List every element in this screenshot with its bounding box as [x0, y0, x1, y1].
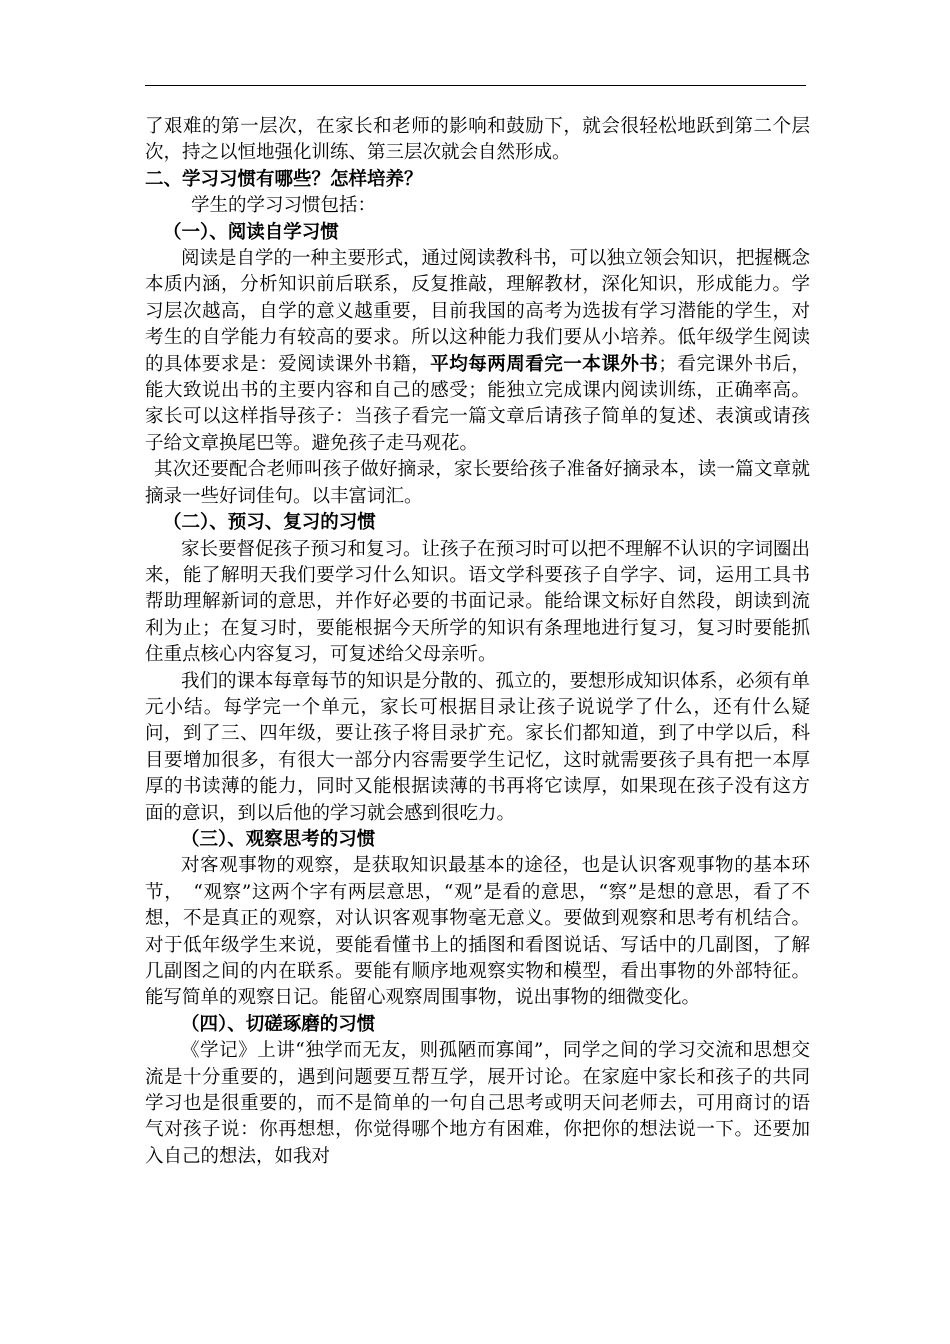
paragraph-preview-review: 家长要督促孩子预习和复习。让孩子在预习时可以把不理解不认识的字词圈出来，能了解明天我们要学习什么知识。语文学科要孩子自学字、词，运用工具书帮助理解新词的意思，并作好必要的书面记录。能给课文标好自然段，朗读到流利为止；在复习时，要能根据今天所学的知识有条理地进行复习，复习时要能抓住重点核心内容复习，可复述给父母亲听。	[145, 538, 811, 666]
subheading-observation: （三）、观察思考的习惯	[181, 828, 376, 850]
paragraph-discussion: 《学记》上讲“独学而无友，则孤陋而寡闻”，同学之间的学习交流和思想交流是十分重要的，遇到问题要互帮互学，展开讨论。在家庭中家长和孩子的共同学习也是很重要的，而不是简单的一句自己思考或明天问老师去，可用商讨的语气对孩子说：你再想想，你觉得哪个地方有困难，你把你的想法说一下。还要加入自己的想法，如我对	[145, 1040, 810, 1167]
paragraph-habits-intro: 学生的学习习惯包括：	[191, 195, 377, 217]
paragraph-excerpts: 其次还要配合老师叫孩子做好摘录，家长要给孩子准备好摘录本，读一篇文章就摘录一些好词佳句。以丰富词汇。	[145, 459, 810, 507]
paragraph-observation: 对客观事物的观察，是获取知识最基本的途径，也是认识客观事物的基本环节， “观察”这两个字有两层意思，“观”是看的意思，“察”是想的意思，看了不想，不是真正的观察，对认识客观事物毫无意义。要做到观察和思考有机结合。对于低年级学生来说，要能看懂书上的插图和看图说话、写话中的几副图，了解几副图之间的内在联系。要能有顺序地观察实物和模型，看出事物的外部特征。能写简单的观察日记。能留心观察周围事物，说出事物的细微变化。	[145, 855, 810, 1009]
header-rule	[145, 85, 806, 86]
reading-emphasis: 平均每两周看完一本课外书	[430, 353, 659, 375]
paragraph-unit-summary: 我们的课本每章每节的知识是分散的、孤立的，要想形成知识体系，必须有单元小结。每学完一个单元，家长可根据目录让孩子说说学了什么，还有什么疑问，到了三、四年级，要让孩子将目录扩充。家长们都知道，到了中学以后，科目要增加很多，有很大一部分内容需要学生记忆，这时就需要孩子具有把一本厚厚的书读薄的能力，同时又能根据读薄的书再将它读厚，如果现在孩子没有这方面的意识，到以后他的学习就会感到很吃力。	[145, 670, 811, 824]
subheading-discussion: （四）、切磋琢磨的习惯	[181, 1013, 376, 1035]
section-heading-2: 二、学习习惯有哪些？怎样培养？	[145, 168, 423, 190]
reading-text-part-2: ；看完课外书后，能大致说出书的主要内容和自己的感受；能独立完成课内阅读训练，正确率高。家长可以这样指导孩子：当孩子看完一篇文章后请孩子简单的复述、表演或请孩子给文章换尾巴等。避免孩子走马观花。	[145, 353, 810, 454]
subheading-preview-review: （二）、预习、复习的习惯	[163, 512, 376, 534]
subheading-reading: （一）、阅读自学习惯	[163, 221, 339, 243]
reading-text-part-1: 阅读是自学的一种主要形式，通过阅读教科书，可以独立领会知识，把握概念本质内涵，分析知识前后联系，反复推敲，理解教材，深化知识，形成能力。学习层次越高，自学的意义越重要，目前我国的高考为选拔有学习潜能的学生，对考生的自学能力有较高的要求。所以这种能力我们要从小培养。低年级学生阅读的具体要求是：爱阅读课外书籍，	[145, 248, 811, 375]
document-body	[145, 114, 810, 1170]
paragraph-reading	[145, 246, 810, 457]
paragraph-continuation: 了艰难的第一层次，在家长和老师的影响和鼓励下，就会很轻松地跃到第二个层次，持之以恒地强化训练、第三层次就会自然形成。	[145, 116, 810, 164]
